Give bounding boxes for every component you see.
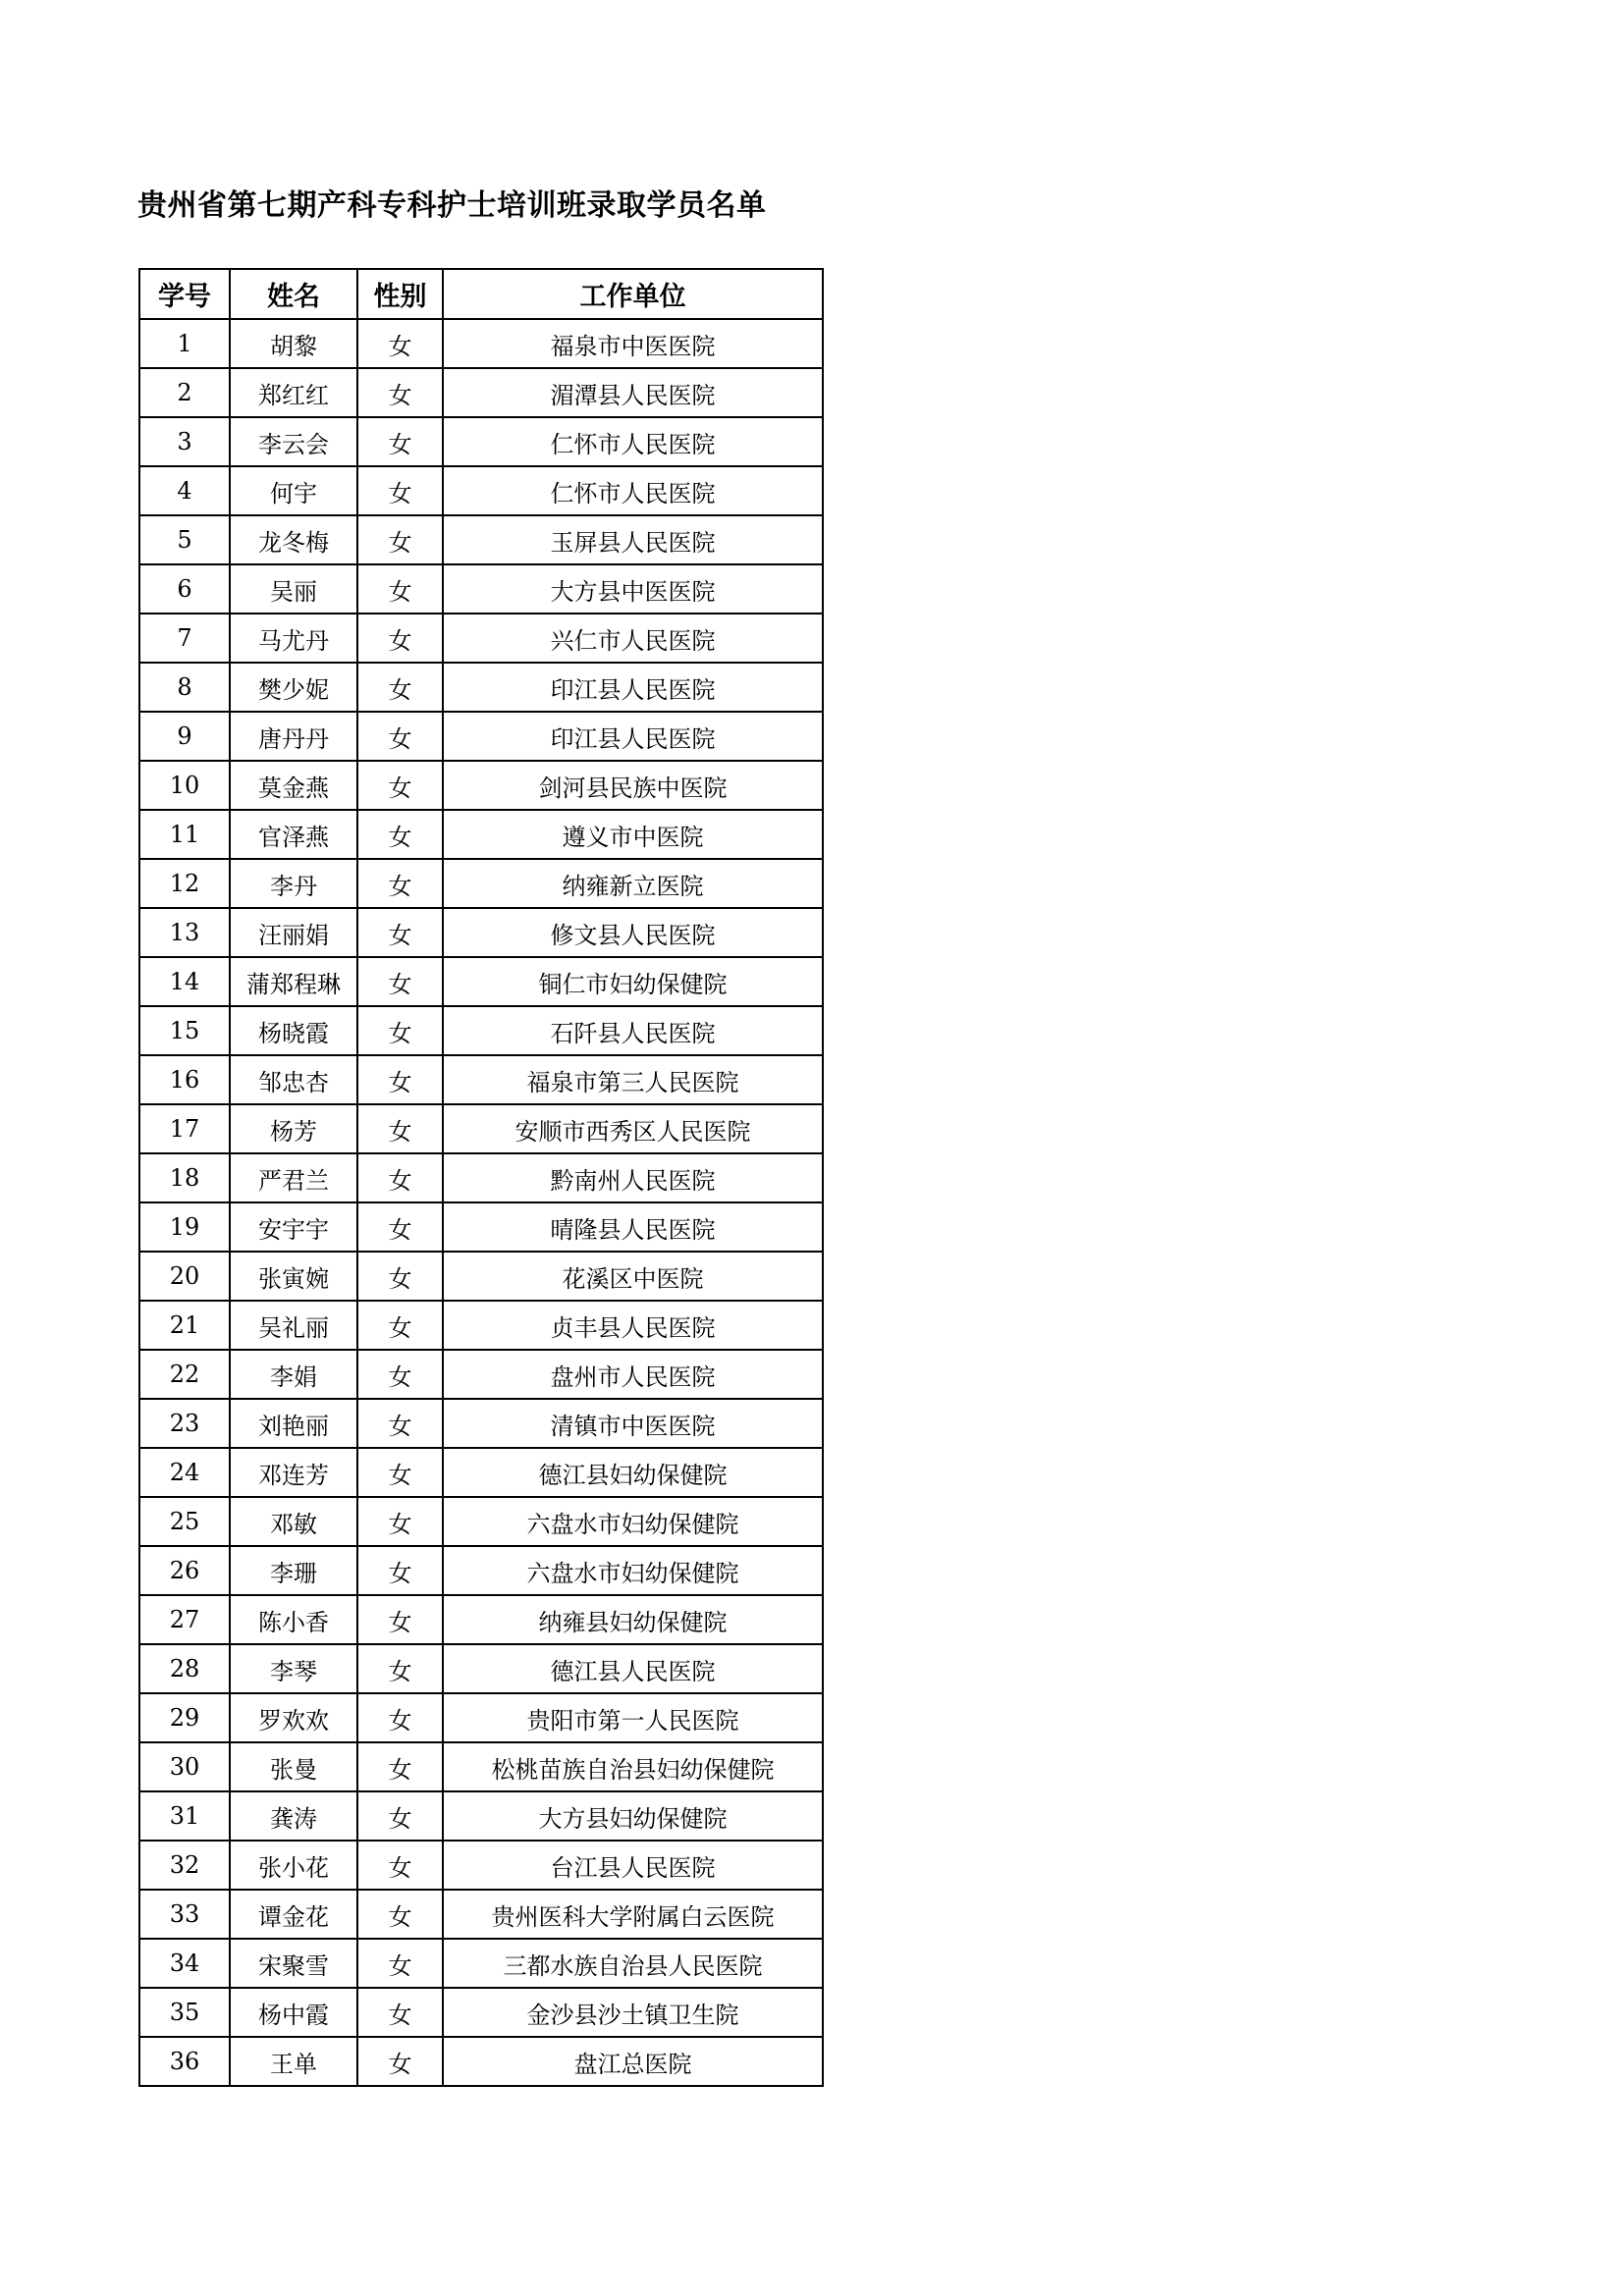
gender-cell: 女 bbox=[357, 1006, 443, 1055]
work-unit-cell: 德江县妇幼保健院 bbox=[443, 1448, 823, 1497]
gender-cell: 女 bbox=[357, 663, 443, 712]
student-id-cell: 16 bbox=[139, 1055, 230, 1104]
name-cell: 龚涛 bbox=[230, 1791, 357, 1841]
name-cell: 蒲郑程琳 bbox=[230, 957, 357, 1006]
student-id-cell: 36 bbox=[139, 2037, 230, 2086]
work-unit-cell: 印江县人民医院 bbox=[443, 663, 823, 712]
header-name: 姓名 bbox=[230, 269, 357, 319]
gender-cell: 女 bbox=[357, 1202, 443, 1252]
student-id-cell: 2 bbox=[139, 368, 230, 417]
work-unit-cell: 清镇市中医医院 bbox=[443, 1399, 823, 1448]
name-cell: 谭金花 bbox=[230, 1890, 357, 1939]
name-cell: 罗欢欢 bbox=[230, 1693, 357, 1742]
table-row bbox=[139, 761, 823, 810]
table-row bbox=[139, 1350, 823, 1399]
table-row bbox=[139, 2037, 823, 2086]
gender-cell: 女 bbox=[357, 466, 443, 515]
work-unit-cell: 台江县人民医院 bbox=[443, 1841, 823, 1890]
gender-cell: 女 bbox=[357, 515, 443, 564]
name-cell: 张曼 bbox=[230, 1742, 357, 1791]
table-row bbox=[139, 1202, 823, 1252]
table-row bbox=[139, 1252, 823, 1301]
gender-cell: 女 bbox=[357, 1693, 443, 1742]
gender-cell: 女 bbox=[357, 761, 443, 810]
work-unit-cell: 金沙县沙土镇卫生院 bbox=[443, 1988, 823, 2037]
table-row bbox=[139, 1791, 823, 1841]
table-row bbox=[139, 614, 823, 663]
gender-cell: 女 bbox=[357, 1448, 443, 1497]
student-id-cell: 23 bbox=[139, 1399, 230, 1448]
gender-cell: 女 bbox=[357, 1644, 443, 1693]
table-row bbox=[139, 466, 823, 515]
gender-cell: 女 bbox=[357, 1301, 443, 1350]
student-id-cell: 26 bbox=[139, 1546, 230, 1595]
name-cell: 邹忠杏 bbox=[230, 1055, 357, 1104]
gender-cell: 女 bbox=[357, 1841, 443, 1890]
table-body bbox=[139, 319, 823, 2086]
name-cell: 马尤丹 bbox=[230, 614, 357, 663]
student-id-cell: 25 bbox=[139, 1497, 230, 1546]
table-row bbox=[139, 1644, 823, 1693]
work-unit-cell: 福泉市中医医院 bbox=[443, 319, 823, 368]
student-id-cell: 12 bbox=[139, 859, 230, 908]
student-id-cell: 18 bbox=[139, 1153, 230, 1202]
table-row bbox=[139, 1693, 823, 1742]
student-id-cell: 19 bbox=[139, 1202, 230, 1252]
table-row bbox=[139, 319, 823, 368]
document-title: 贵州省第七期产科专科护士培训班录取学员名单 bbox=[137, 188, 767, 223]
table-row bbox=[139, 957, 823, 1006]
name-cell: 唐丹丹 bbox=[230, 712, 357, 761]
name-cell: 杨晓霞 bbox=[230, 1006, 357, 1055]
gender-cell: 女 bbox=[357, 368, 443, 417]
student-id-cell: 34 bbox=[139, 1939, 230, 1988]
table-row bbox=[139, 1399, 823, 1448]
name-cell: 吴礼丽 bbox=[230, 1301, 357, 1350]
gender-cell: 女 bbox=[357, 1742, 443, 1791]
work-unit-cell: 仁怀市人民医院 bbox=[443, 466, 823, 515]
table-row bbox=[139, 908, 823, 957]
name-cell: 安宇宇 bbox=[230, 1202, 357, 1252]
work-unit-cell: 遵义市中医院 bbox=[443, 810, 823, 859]
work-unit-cell: 纳雍新立医院 bbox=[443, 859, 823, 908]
name-cell: 王单 bbox=[230, 2037, 357, 2086]
student-id-cell: 14 bbox=[139, 957, 230, 1006]
student-id-cell: 31 bbox=[139, 1791, 230, 1841]
work-unit-cell: 仁怀市人民医院 bbox=[443, 417, 823, 466]
name-cell: 张小花 bbox=[230, 1841, 357, 1890]
name-cell: 宋聚雪 bbox=[230, 1939, 357, 1988]
student-id-cell: 6 bbox=[139, 564, 230, 614]
table-row bbox=[139, 1006, 823, 1055]
table-row bbox=[139, 1153, 823, 1202]
table-row bbox=[139, 515, 823, 564]
work-unit-cell: 六盘水市妇幼保健院 bbox=[443, 1497, 823, 1546]
table-row bbox=[139, 1055, 823, 1104]
work-unit-cell: 德江县人民医院 bbox=[443, 1644, 823, 1693]
table-row bbox=[139, 1448, 823, 1497]
gender-cell: 女 bbox=[357, 1497, 443, 1546]
name-cell: 李琴 bbox=[230, 1644, 357, 1693]
student-id-cell: 9 bbox=[139, 712, 230, 761]
student-id-cell: 11 bbox=[139, 810, 230, 859]
work-unit-cell: 玉屏县人民医院 bbox=[443, 515, 823, 564]
table-row bbox=[139, 1301, 823, 1350]
table-row bbox=[139, 1988, 823, 2037]
student-id-cell: 27 bbox=[139, 1595, 230, 1644]
gender-cell: 女 bbox=[357, 614, 443, 663]
name-cell: 严君兰 bbox=[230, 1153, 357, 1202]
work-unit-cell: 大方县中医医院 bbox=[443, 564, 823, 614]
gender-cell: 女 bbox=[357, 417, 443, 466]
gender-cell: 女 bbox=[357, 1546, 443, 1595]
work-unit-cell: 松桃苗族自治县妇幼保健院 bbox=[443, 1742, 823, 1791]
name-cell: 李娟 bbox=[230, 1350, 357, 1399]
student-id-cell: 21 bbox=[139, 1301, 230, 1350]
name-cell: 李丹 bbox=[230, 859, 357, 908]
name-cell: 吴丽 bbox=[230, 564, 357, 614]
roster-table bbox=[138, 268, 824, 2087]
table-row bbox=[139, 1497, 823, 1546]
name-cell: 何宇 bbox=[230, 466, 357, 515]
student-id-cell: 15 bbox=[139, 1006, 230, 1055]
work-unit-cell: 铜仁市妇幼保健院 bbox=[443, 957, 823, 1006]
gender-cell: 女 bbox=[357, 908, 443, 957]
work-unit-cell: 花溪区中医院 bbox=[443, 1252, 823, 1301]
student-id-cell: 30 bbox=[139, 1742, 230, 1791]
gender-cell: 女 bbox=[357, 1252, 443, 1301]
gender-cell: 女 bbox=[357, 1988, 443, 2037]
work-unit-cell: 大方县妇幼保健院 bbox=[443, 1791, 823, 1841]
work-unit-cell: 贞丰县人民医院 bbox=[443, 1301, 823, 1350]
work-unit-cell: 黔南州人民医院 bbox=[443, 1153, 823, 1202]
work-unit-cell: 贵州医科大学附属白云医院 bbox=[443, 1890, 823, 1939]
student-id-cell: 5 bbox=[139, 515, 230, 564]
table-row bbox=[139, 859, 823, 908]
student-id-cell: 4 bbox=[139, 466, 230, 515]
name-cell: 李云会 bbox=[230, 417, 357, 466]
work-unit-cell: 纳雍县妇幼保健院 bbox=[443, 1595, 823, 1644]
gender-cell: 女 bbox=[357, 319, 443, 368]
work-unit-cell: 三都水族自治县人民医院 bbox=[443, 1939, 823, 1988]
student-id-cell: 24 bbox=[139, 1448, 230, 1497]
work-unit-cell: 盘州市人民医院 bbox=[443, 1350, 823, 1399]
student-id-cell: 8 bbox=[139, 663, 230, 712]
table-row bbox=[139, 1841, 823, 1890]
student-id-cell: 28 bbox=[139, 1644, 230, 1693]
name-cell: 李珊 bbox=[230, 1546, 357, 1595]
name-cell: 邓连芳 bbox=[230, 1448, 357, 1497]
name-cell: 汪丽娟 bbox=[230, 908, 357, 957]
gender-cell: 女 bbox=[357, 1055, 443, 1104]
table-row bbox=[139, 1546, 823, 1595]
table-row bbox=[139, 1890, 823, 1939]
student-id-cell: 29 bbox=[139, 1693, 230, 1742]
work-unit-cell: 盘江总医院 bbox=[443, 2037, 823, 2086]
name-cell: 张寅婉 bbox=[230, 1252, 357, 1301]
table-header-row bbox=[139, 269, 823, 319]
work-unit-cell: 六盘水市妇幼保健院 bbox=[443, 1546, 823, 1595]
header-gender: 性别 bbox=[357, 269, 443, 319]
gender-cell: 女 bbox=[357, 2037, 443, 2086]
gender-cell: 女 bbox=[357, 1791, 443, 1841]
header-work-unit: 工作单位 bbox=[443, 269, 823, 319]
work-unit-cell: 印江县人民医院 bbox=[443, 712, 823, 761]
gender-cell: 女 bbox=[357, 1399, 443, 1448]
name-cell: 陈小香 bbox=[230, 1595, 357, 1644]
table-row bbox=[139, 810, 823, 859]
table-row bbox=[139, 1939, 823, 1988]
work-unit-cell: 剑河县民族中医院 bbox=[443, 761, 823, 810]
table-row bbox=[139, 564, 823, 614]
work-unit-cell: 安顺市西秀区人民医院 bbox=[443, 1104, 823, 1153]
name-cell: 官泽燕 bbox=[230, 810, 357, 859]
work-unit-cell: 石阡县人民医院 bbox=[443, 1006, 823, 1055]
gender-cell: 女 bbox=[357, 1939, 443, 1988]
name-cell: 龙冬梅 bbox=[230, 515, 357, 564]
gender-cell: 女 bbox=[357, 1595, 443, 1644]
work-unit-cell: 晴隆县人民医院 bbox=[443, 1202, 823, 1252]
gender-cell: 女 bbox=[357, 1104, 443, 1153]
work-unit-cell: 修文县人民医院 bbox=[443, 908, 823, 957]
table-row bbox=[139, 1104, 823, 1153]
table-row bbox=[139, 1742, 823, 1791]
name-cell: 杨芳 bbox=[230, 1104, 357, 1153]
name-cell: 胡黎 bbox=[230, 319, 357, 368]
student-id-cell: 17 bbox=[139, 1104, 230, 1153]
work-unit-cell: 湄潭县人民医院 bbox=[443, 368, 823, 417]
gender-cell: 女 bbox=[357, 1350, 443, 1399]
name-cell: 樊少妮 bbox=[230, 663, 357, 712]
work-unit-cell: 福泉市第三人民医院 bbox=[443, 1055, 823, 1104]
student-id-cell: 13 bbox=[139, 908, 230, 957]
student-id-cell: 7 bbox=[139, 614, 230, 663]
table-row bbox=[139, 368, 823, 417]
student-id-cell: 33 bbox=[139, 1890, 230, 1939]
work-unit-cell: 贵阳市第一人民医院 bbox=[443, 1693, 823, 1742]
student-id-cell: 10 bbox=[139, 761, 230, 810]
table-row bbox=[139, 417, 823, 466]
name-cell: 杨中霞 bbox=[230, 1988, 357, 2037]
name-cell: 邓敏 bbox=[230, 1497, 357, 1546]
gender-cell: 女 bbox=[357, 957, 443, 1006]
name-cell: 刘艳丽 bbox=[230, 1399, 357, 1448]
student-id-cell: 3 bbox=[139, 417, 230, 466]
table-row bbox=[139, 712, 823, 761]
header-student-id: 学号 bbox=[139, 269, 230, 319]
table-row bbox=[139, 1595, 823, 1644]
work-unit-cell: 兴仁市人民医院 bbox=[443, 614, 823, 663]
gender-cell: 女 bbox=[357, 1890, 443, 1939]
student-id-cell: 20 bbox=[139, 1252, 230, 1301]
student-id-cell: 1 bbox=[139, 319, 230, 368]
gender-cell: 女 bbox=[357, 1153, 443, 1202]
table-row bbox=[139, 663, 823, 712]
gender-cell: 女 bbox=[357, 564, 443, 614]
student-id-cell: 32 bbox=[139, 1841, 230, 1890]
name-cell: 郑红红 bbox=[230, 368, 357, 417]
name-cell: 莫金燕 bbox=[230, 761, 357, 810]
gender-cell: 女 bbox=[357, 712, 443, 761]
student-id-cell: 22 bbox=[139, 1350, 230, 1399]
student-id-cell: 35 bbox=[139, 1988, 230, 2037]
gender-cell: 女 bbox=[357, 810, 443, 859]
gender-cell: 女 bbox=[357, 859, 443, 908]
